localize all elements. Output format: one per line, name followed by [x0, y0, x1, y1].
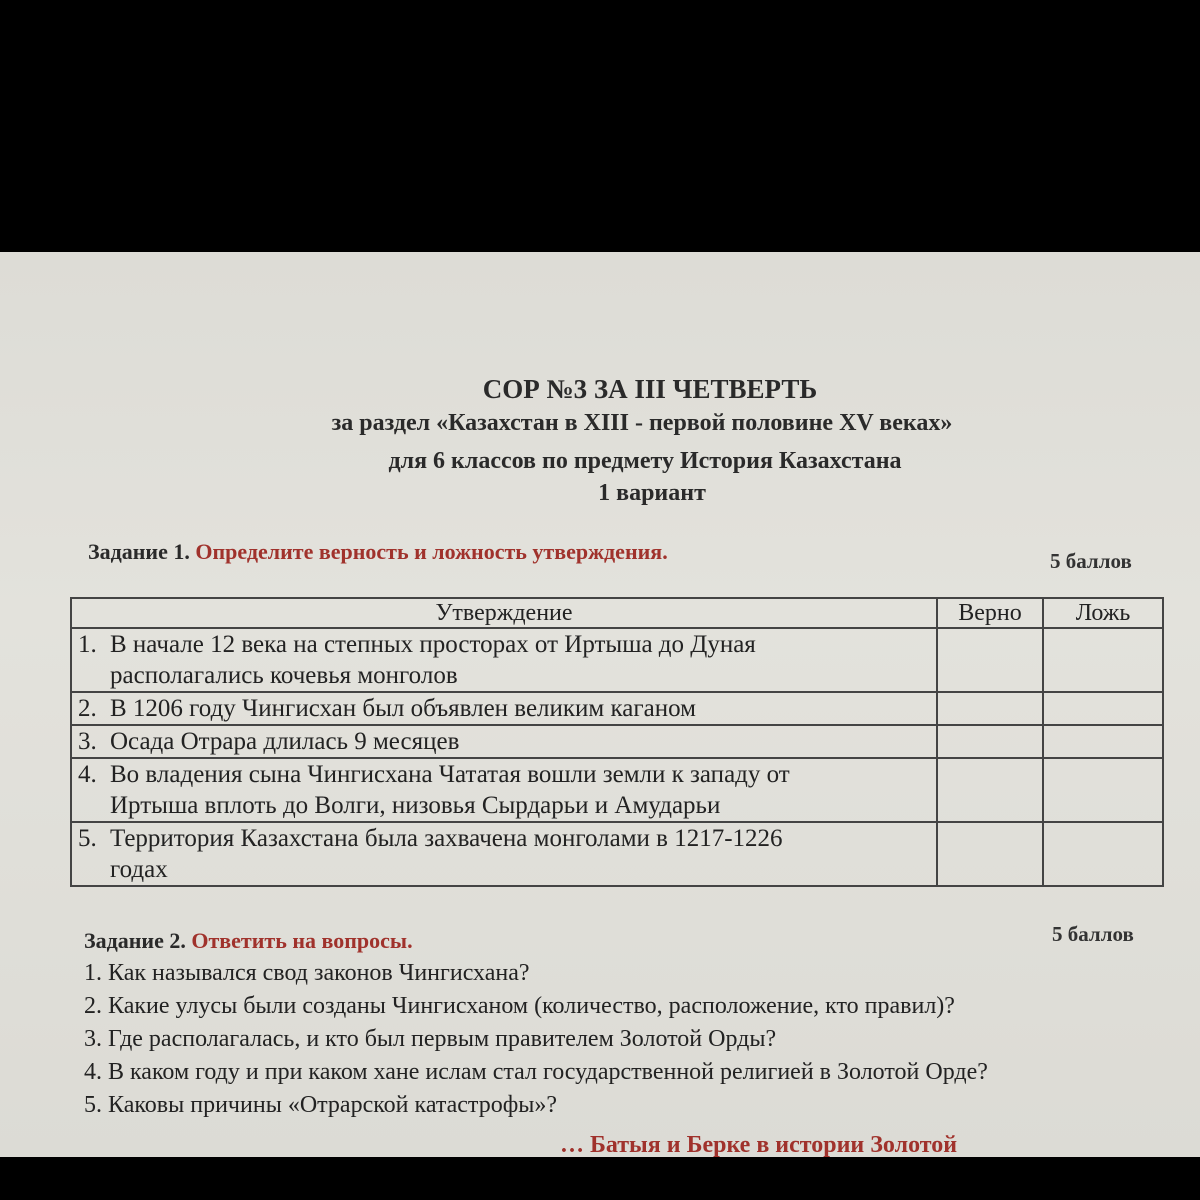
task2-label: Задание 2. [84, 928, 186, 953]
statement-text: В начале 12 века на степных просторах от Иртыша до Дуная [110, 631, 756, 658]
answer-true-cell[interactable] [937, 822, 1043, 886]
answer-true-cell[interactable] [937, 725, 1043, 758]
table-row [71, 692, 1163, 725]
answer-false-cell[interactable] [1043, 628, 1163, 692]
row-number: 4. [78, 761, 97, 788]
task2-points: 5 баллов [1052, 922, 1134, 946]
answer-true-cell[interactable] [937, 628, 1043, 692]
statement-cell [71, 628, 937, 692]
document-subtitle-grade: для 6 классов по предмету История Казахстана [388, 448, 902, 474]
table-row [71, 628, 1163, 692]
header-statement: Утверждение [71, 598, 937, 628]
list-item: 2. Какие улусы были созданы Чингисханом (количество, расположение, кто правил)? [84, 993, 955, 1019]
statement-text-continued: располагались кочевья монголов [110, 662, 458, 689]
answer-true-cell[interactable] [937, 692, 1043, 725]
document-variant: 1 вариант [598, 480, 706, 506]
header-false: Ложь [1043, 598, 1163, 628]
row-number: 2. [78, 695, 97, 722]
task1-heading [88, 539, 668, 565]
statement-cell [71, 822, 937, 886]
task2-instruction: Ответить на вопросы. [191, 928, 413, 953]
statement-cell [71, 692, 937, 725]
statement-text-continued: Иртыша вплоть до Волги, низовья Сырдарьи и Амударьи [110, 792, 721, 819]
truncated-next-task: … Батыя и Берке в истории Золотой [560, 1132, 958, 1157]
document-page [0, 252, 1200, 1157]
table-row [71, 725, 1163, 758]
questions-list [84, 957, 1184, 1122]
answer-false-cell[interactable] [1043, 725, 1163, 758]
statement-text: В 1206 году Чингисхан был объявлен великим каганом [110, 695, 696, 722]
statement-text: Во владения сына Чингисхана Чататая вошли земли к западу от [110, 761, 790, 788]
task2-heading [84, 928, 1164, 954]
table-row [71, 758, 1163, 822]
header-true: Верно [937, 598, 1043, 628]
answer-true-cell[interactable] [937, 758, 1043, 822]
list-item: 3. Где располагалась, и кто был первым правителем Золотой Орды? [84, 1026, 777, 1052]
document-subtitle-section: за раздел «Казахстан в XIII - первой половине XV веках» [331, 410, 953, 436]
statement-cell [71, 758, 937, 822]
answer-false-cell[interactable] [1043, 822, 1163, 886]
task1-label: Задание 1. [88, 539, 190, 564]
list-item: 5. Каковы причины «Отрарской катастрофы»? [84, 1092, 558, 1118]
statement-cell [71, 725, 937, 758]
table-header-row [71, 598, 1163, 628]
list-item: 1. Как назывался свод законов Чингисхана? [84, 960, 530, 986]
document-title: СОР №3 ЗА III ЧЕТВЕРТЬ [482, 374, 818, 404]
statement-text: Осада Отрара длилась 9 месяцев [110, 728, 460, 755]
list-item: 4. В каком году и при каком хане ислам стал государственной религией в Золотой Орде? [84, 1059, 988, 1085]
task1-instruction: Определите верность и ложность утверждения. [195, 539, 668, 564]
answer-false-cell[interactable] [1043, 758, 1163, 822]
row-number: 1. [78, 631, 97, 658]
statement-text-continued: годах [110, 856, 168, 883]
row-number: 5. [78, 825, 97, 852]
row-number: 3. [78, 728, 97, 755]
table-row [71, 822, 1163, 886]
task1-points: 5 баллов [1050, 549, 1132, 573]
statements-table [70, 597, 1164, 887]
statement-text: Территория Казахстана была захвачена монголами в 1217-1226 [110, 825, 783, 852]
answer-false-cell[interactable] [1043, 692, 1163, 725]
